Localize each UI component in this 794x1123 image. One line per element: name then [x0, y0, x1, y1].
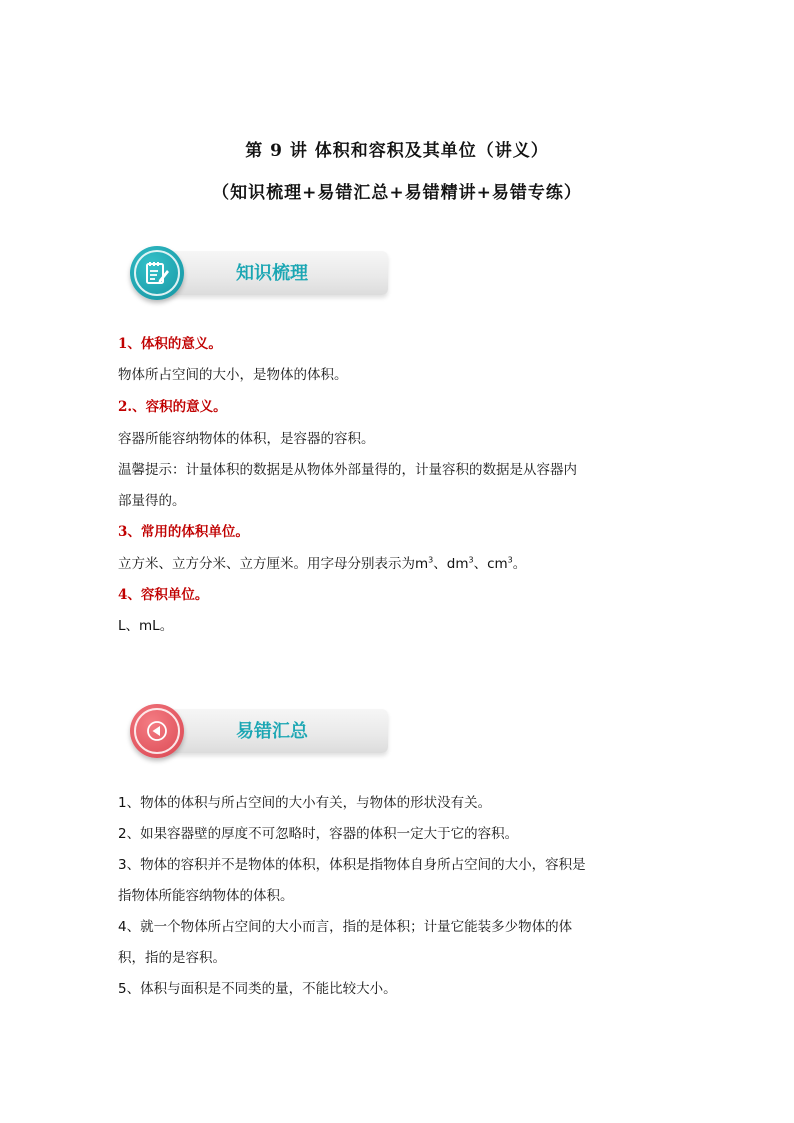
heading-capacity-meaning: 2.、容积的意义。: [118, 399, 227, 415]
list-item: 指物体所能容纳物体的体积。: [118, 888, 294, 904]
page-title: 第 9 讲 体积和容积及其单位（讲义）: [245, 141, 549, 161]
section-label: 知识梳理: [236, 263, 308, 284]
notepad-pen-icon: [130, 246, 184, 300]
exponent: 3: [428, 555, 434, 565]
list-item: 4、就一个物体所占空间的大小而言，指的是体积；计量它能装多少物体的体: [118, 919, 573, 935]
section-banner-knowledge: [118, 244, 393, 306]
text-line: 物体所占空间的大小，是物体的体积。: [118, 367, 348, 383]
text-line: 温馨提示：计量体积的数据是从物体外部量得的，计量容积的数据是从容器内: [118, 462, 577, 478]
list-item: 1、物体的体积与所占空间的大小有关，与物体的形状没有关。: [118, 795, 492, 811]
text-line: L、mL。: [118, 618, 174, 634]
section-label: 易错汇总: [236, 721, 308, 742]
list-item: 2、如果容器壁的厚度不可忽略时，容器的体积一定大于它的容积。: [118, 826, 519, 842]
list-item: 3、物体的容积并不是物体的体积，体积是指物体自身所占空间的大小，容积是: [118, 857, 586, 873]
play-left-icon: [130, 704, 184, 758]
heading-capacity-units: 4、容积单位。: [118, 587, 209, 603]
text-line: 容器所能容纳物体的体积，是容器的容积。: [118, 431, 375, 447]
volume-units-line: 立方米、立方分米、立方厘米。用字母分别表示为$m^3$、$dm^3$、$cm^3$。: [118, 555, 527, 572]
list-item: 5、体积与面积是不同类的量，不能比较大小。: [118, 981, 397, 997]
exponent: 3: [507, 555, 513, 565]
page-subtitle: （知识梳理+易错汇总+易错精讲+易错专练）: [212, 183, 582, 203]
heading-volume-meaning: 1、体积的意义。: [118, 336, 222, 352]
unit: dm: [446, 556, 469, 572]
text: 立方米、立方分米、立方厘米。用字母分别表示为: [118, 556, 415, 572]
exponent: 3: [468, 555, 474, 565]
heading-volume-units: 3、常用的体积单位。: [118, 524, 249, 540]
list-item: 积，指的是容积。: [118, 950, 226, 966]
section-banner-common-errors: [118, 702, 393, 764]
text-line: 部量得的。: [118, 493, 186, 509]
unit: m: [415, 556, 429, 572]
unit: cm: [487, 556, 508, 572]
